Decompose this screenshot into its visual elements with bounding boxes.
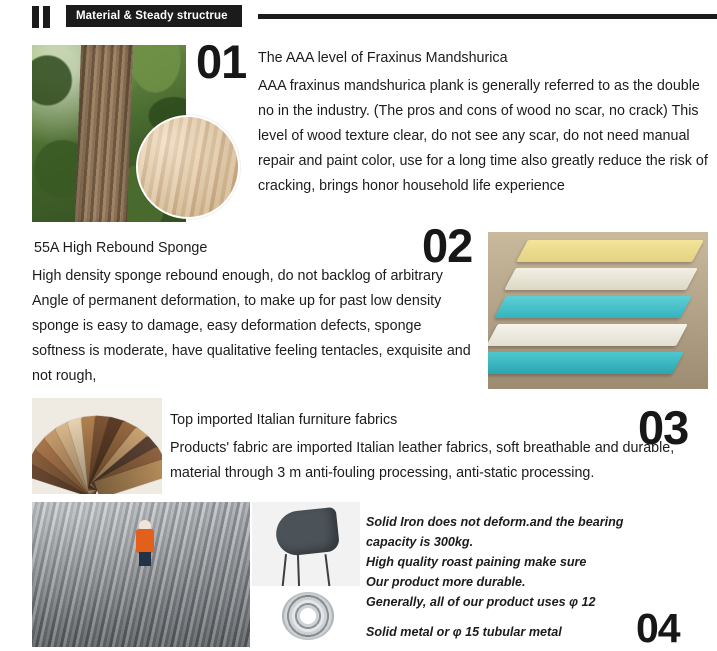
section-04-text-block xyxy=(366,512,696,612)
worker-figure xyxy=(136,520,154,566)
foam-sheet-yellow xyxy=(516,240,704,262)
section-01-heading: The AAA level of Fraxinus Mandshurica xyxy=(258,50,508,66)
section-number-04: 04 xyxy=(636,605,680,651)
worker-jacket xyxy=(136,529,154,553)
section-number-02: 02 xyxy=(422,219,473,272)
section-04-line-6: Solid metal or φ 15 tubular metal xyxy=(366,625,562,639)
section-03-heading: Top imported Italian furniture fabrics xyxy=(170,412,398,428)
chair-seat-shell xyxy=(274,507,340,557)
worker-helmet xyxy=(139,520,151,529)
steel-coil-roll xyxy=(282,592,334,640)
stacked-foam-sheets-photo xyxy=(488,232,708,389)
section-02-heading: 55A High Rebound Sponge xyxy=(34,240,208,256)
section-03-body-clip xyxy=(170,436,710,498)
wood-grain-closeup-circle xyxy=(136,115,240,219)
pause-bars-icon xyxy=(32,6,58,28)
foam-sheet-cream xyxy=(504,268,698,290)
foam-sheet-teal-lower xyxy=(488,352,684,374)
worker-trousers xyxy=(139,552,151,566)
section-header xyxy=(0,0,717,32)
section-01-body: AAA fraxinus mandshurica plank is generally referred to as the double no in the industry. (The pros and cons of wood no scar, no crack) This level of wood texture clear, do not see any scar, do not need manual repair and paint color, use for a long time also greatly reduce the risk of cracking, brings honor household life experience xyxy=(258,78,708,194)
section-number-03: 03 xyxy=(638,401,689,454)
header-rule xyxy=(258,14,717,19)
foam-sheet-teal-upper xyxy=(494,296,692,318)
section-04-line-2: capacity is 300kg. xyxy=(366,535,474,549)
section-04-line-5: Generally, all of our product uses φ 12 xyxy=(366,595,596,609)
steel-rod-warehouse-photo xyxy=(32,502,250,647)
section-04-line-4: Our product more durable. xyxy=(366,575,526,589)
section-04-text-block-2 xyxy=(366,622,626,642)
section-04-line-1: Solid Iron does not deform.and the bearing xyxy=(366,515,624,529)
leather-swatch-fan-photo xyxy=(32,398,162,494)
section-04-line-3: High quality roast paining make sure xyxy=(366,555,587,569)
page-title: Material & Steady structrue xyxy=(66,5,242,27)
tree-trunk-layer xyxy=(75,45,134,222)
section-number-01: 01 xyxy=(196,35,247,88)
steel-coil-photo xyxy=(252,586,360,647)
foam-sheet-white xyxy=(488,324,688,346)
section-02-body: High density sponge rebound enough, do not backlog of arbitrary Angle of permanent deformation, to make up for past low density sponge is easy to damage, easy deformation defects, sponge softness is moderate, have qualitative feeling tentacles, exquisite and not rough, xyxy=(32,268,471,384)
section-03-body: Products' fabric are imported Italian leather fabrics, soft breathable and durable, material through 3 m anti-fouling processing, anti-static processing. xyxy=(170,440,675,481)
